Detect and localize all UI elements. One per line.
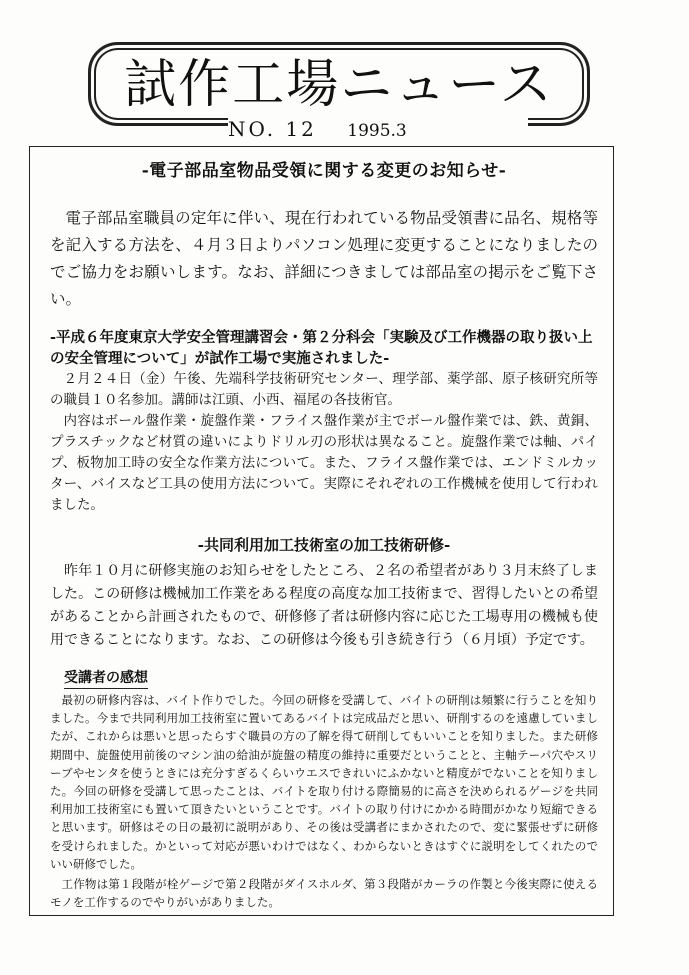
article1-headline: -電子部品室物品受領に関する変更のお知らせ- — [141, 161, 507, 181]
article-training — [50, 534, 598, 652]
article-safety-seminar — [50, 327, 598, 516]
feedback-paragraph-2: 工作物は第１段階が栓ゲージで第２段階がダイスホルダ、第３段階がカーラの作製と今後実際に使えるモノを工作するのでやりがいがありました。 — [50, 877, 598, 910]
issue-number: NO. 12 — [228, 117, 317, 141]
content-column — [50, 159, 598, 911]
issue-info — [228, 117, 528, 143]
content-frame — [29, 146, 614, 916]
article2-paragraph-1: ２月２４日（金）午後、先端科学技術研究センター、理学部、薬学部、原子核研究所等の職員１０名参加。講師は江頭、小西、福尾の各技術官。 — [50, 371, 598, 408]
feedback-paragraph-1: 最初の研修内容は、バイト作りでした。今回の研修を受講して、バイトの研削は頻繁に行うことを知りました。今まで共同利用加工技術室に置いてあるバイトは完成品だと思い、研削するのを遠慮していましたが、これからは悪いと思ったらすぐ職員の方の了解を得て研削してもいいことを知りました。また研修期間中、旋盤使用前後のマシン油の給油が旋盤の精度の維持に重要だということと、主軸テーパ穴やスリーブやセンタを使うときには充分すぎるくらいウエスできれいにふかないと精度がでないことを知りました。今回の研修を受講して思ったことは、バイトを取り付ける際簡易的に高さを決められるゲージを共同利用加工技術室にも置いて頂きたいということです。バイトの取り付けにかかる時間がかなり短縮できると思います。研修はその日の最初に説明があり、その後は受講者にまかされたので、変に緊張せずに研修を受けられました。かといって対応が悪いわけではなく、わからないときはすぐに説明をしてくれたのでいい研修でした。 — [50, 693, 598, 871]
issue-date: 1995.3 — [347, 121, 407, 141]
article-feedback — [50, 652, 598, 911]
article2-paragraph-2: 内容はボール盤作業・旋盤作業・フライス盤作業が主でボール盤作業では、鉄、黄銅、プラスチックなど材質の違いによりドリル刃の形状は異なること。旋盤作業では軸、パイプ、板物加工時の安全な作業方法について。また、フライス盤作業では、エンドミルカッター、バイスなど工具の使用方法について。実際にそれぞれの工作機械を使用して行われました。 — [50, 413, 598, 513]
article-parts-room — [50, 159, 598, 313]
newsletter-title: 試作工場ニュース — [124, 55, 554, 115]
article1-body: 電子部品室職員の定年に伴い、現在行われている物品受領書に品名、規格等を記入する方法を、４月３日よりパソコン処理に変更することになりましたのでご協力をお願いします。なお、詳細につきましては部品室の掲示をご覧下さい。 — [50, 209, 598, 308]
article2-headline: -平成６年度東京大学安全管理講習会・第２分科会「実験及び工作機器の取り扱い上の安全管理について」が試作工場で実施されました- — [50, 329, 593, 367]
article3-headline: -共同利用加工技術室の加工技術研修- — [197, 536, 451, 554]
feedback-heading: 受講者の感想 — [64, 668, 148, 689]
masthead-banner — [88, 42, 590, 126]
article3-body: 昨年１０月に研修実施のお知らせをしたところ、２名の希望者があり３月末終了しました。この研修は機械加工作業をある程度の高度な加工技術まで、習得したいとの希望があることから計画されたもので、研修修了者は研修内容に応じた工場専用の機械も使用できることになります。なお、この研修は今後も引き続き行う（６月頃）予定です。 — [50, 563, 598, 648]
